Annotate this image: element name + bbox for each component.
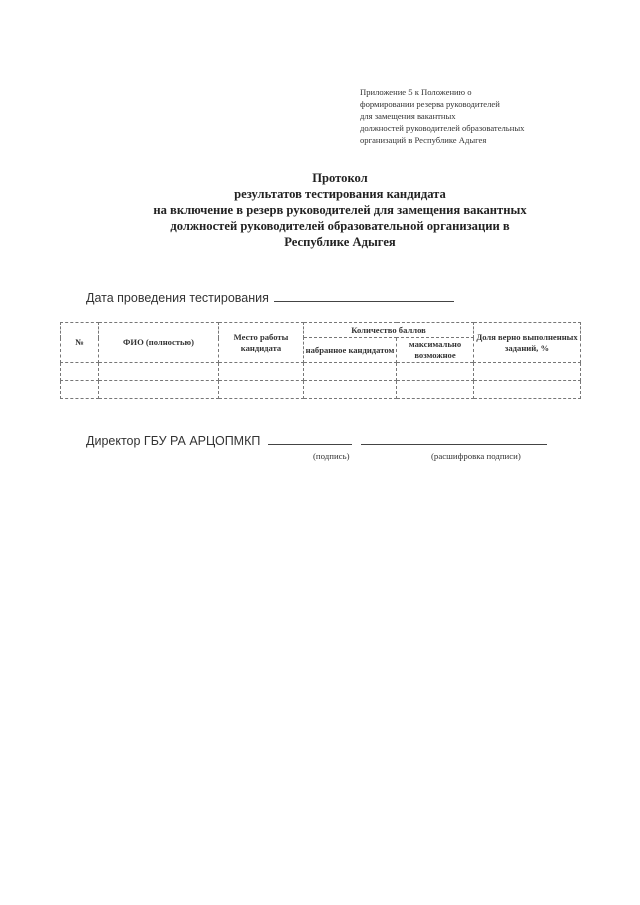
header-share-correct: Доля верно выполненных заданий, %: [474, 323, 581, 363]
title-line: Республике Адыгея: [284, 235, 396, 249]
table-cell[interactable]: [474, 363, 581, 381]
header-points-scored: набранное кандидатом: [304, 338, 397, 363]
header-fio: ФИО (полностью): [99, 323, 219, 363]
protocol-title: [40, 170, 640, 250]
signature-caption: (подпись): [313, 451, 350, 461]
title-line: Протокол: [312, 171, 368, 185]
table-cell[interactable]: [304, 363, 397, 381]
appendix-line: организаций в Республике Адыгея: [360, 135, 487, 145]
table-cell[interactable]: [99, 363, 219, 381]
title-line: должностей руководителей образовательной организации в: [170, 219, 510, 233]
table-cell[interactable]: [219, 381, 304, 399]
test-date-label: Дата проведения тестирования: [86, 291, 269, 305]
appendix-line: для замещения вакантных: [360, 111, 456, 121]
results-table: [60, 322, 581, 399]
test-date-row: [86, 289, 454, 305]
table-cell[interactable]: [397, 363, 474, 381]
table-cell[interactable]: [61, 363, 99, 381]
table-row: [61, 363, 581, 381]
table-cell[interactable]: [397, 381, 474, 399]
header-number: №: [61, 323, 99, 363]
table-cell[interactable]: [304, 381, 397, 399]
signature-decoding-caption: (расшифровка подписи): [431, 451, 521, 461]
appendix-line: формировании резерва руководителей: [360, 99, 500, 109]
signature-field[interactable]: [268, 432, 352, 445]
header-points-max: максимально возможное: [397, 338, 474, 363]
table-cell[interactable]: [219, 363, 304, 381]
director-signature-row: [86, 432, 547, 448]
appendix-line: должностей руководителей образовательных: [360, 123, 525, 133]
appendix-line: Приложение 5 к Положению о: [360, 87, 472, 97]
title-line: на включение в резерв руководителей для замещения вакантных: [153, 203, 527, 217]
appendix-note: [360, 86, 600, 146]
signature-decoding-field[interactable]: [361, 432, 547, 445]
title-line: результатов тестирования кандидата: [234, 187, 446, 201]
test-date-field[interactable]: [274, 289, 454, 302]
table-cell[interactable]: [99, 381, 219, 399]
header-points-group: Количество баллов: [304, 323, 474, 338]
table-row: [61, 381, 581, 399]
director-label: Директор ГБУ РА АРЦОПМКП: [86, 434, 261, 448]
header-workplace: Место работы кандидата: [219, 323, 304, 363]
table-cell[interactable]: [474, 381, 581, 399]
table-cell[interactable]: [61, 381, 99, 399]
